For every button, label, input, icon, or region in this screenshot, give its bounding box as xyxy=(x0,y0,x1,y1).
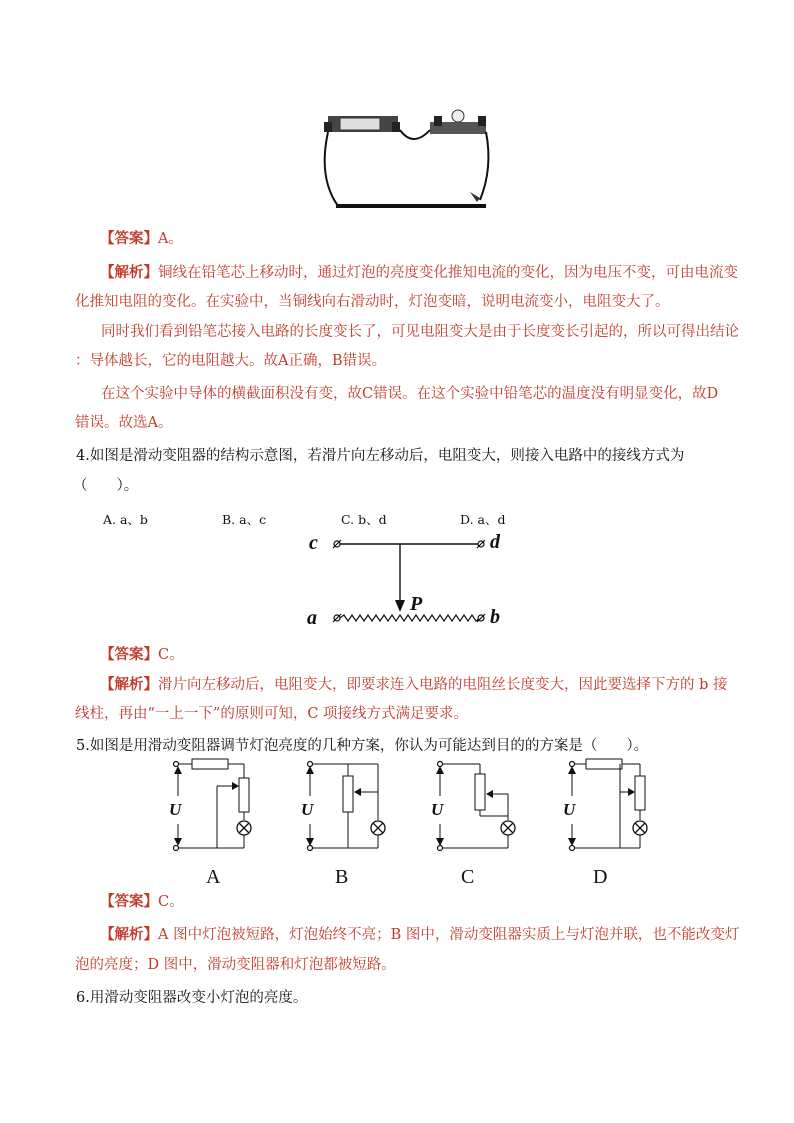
terminal-b-label: b xyxy=(490,606,500,628)
answer-tag: 【答案】 xyxy=(100,230,158,247)
q3-analysis-line2: 化推知电阻的变化。在实验中，当铜线向右滑动时，灯泡变暗，说明电流变小，电阻变大了。 xyxy=(75,294,670,310)
voltage-label-c: U xyxy=(431,800,444,819)
circuit-c xyxy=(436,762,515,851)
voltage-label-d: U xyxy=(563,800,576,819)
circuit-label-c: C xyxy=(461,866,475,888)
q5-analysis-line1: 【解析】A 图中灯泡被短路，灯泡始终不亮；B 图中，滑动变阻器实质上与灯泡并联，也不能改变灯 xyxy=(100,926,740,943)
terminal-d-label: d xyxy=(490,531,500,553)
q4-option-c: C. b、d xyxy=(341,512,387,527)
circuit-b xyxy=(306,762,385,851)
q4-option-b: B. a、c xyxy=(222,512,267,527)
q6-stem: 6.用滑动变阻器改变小灯泡的亮度。 xyxy=(76,990,308,1006)
q3-paragraph3-line2: 错误。故选A。 xyxy=(75,415,173,431)
experiment-photo xyxy=(318,108,498,216)
q4-stem-line2: （ ）。 xyxy=(73,478,139,494)
circuit-d xyxy=(568,759,647,851)
q3-paragraph3-line1: 在这个实验中导体的横截面积没有变，故C错误。在这个实验中铅笔芯的温度没有明显变化，故D xyxy=(101,386,719,402)
voltage-label-b: U xyxy=(301,800,314,819)
circuits-diagram xyxy=(160,756,680,856)
terminal-c-label: c xyxy=(309,532,318,554)
q4-option-a: A. a、b xyxy=(103,512,148,527)
circuit-label-d: D xyxy=(593,866,608,888)
q3-paragraph2-line1: 同时我们看到铅笔芯接入电路的长度变长了，可见电阻变大是由于长度变长引起的，所以可得出结论 xyxy=(101,324,739,340)
q5-analysis-line2: 泡的亮度；D 图中，滑动变阻器和灯泡都被短路。 xyxy=(75,957,396,973)
q5-answer: 【答案】C。 xyxy=(100,893,184,910)
terminal-a-label: a xyxy=(307,607,317,629)
terminal-icon xyxy=(333,540,485,622)
q3-paragraph2-line2: ：导体越长，它的电阻越大。故A正确，B错误。 xyxy=(75,353,387,369)
q5-stem: 5.如图是用滑动变阻器调节灯泡亮度的几种方案，你认为可能达到目的的方案是（ ）。 xyxy=(76,738,649,754)
circuit-label-b: B xyxy=(335,866,349,888)
q4-option-d: D. a、d xyxy=(460,512,506,527)
q4-answer: 【答案】C。 xyxy=(100,646,184,663)
q4-analysis-line1: 【解析】滑片向左移动后，电阻变大，即要求连入电路的电阻丝长度变大，因此要选择下方的 b 接 xyxy=(100,676,728,693)
voltage-label-a: U xyxy=(169,800,182,819)
slider-p-label: P xyxy=(410,593,423,615)
circuit-a xyxy=(174,759,252,851)
circuit-label-a: A xyxy=(206,866,221,888)
q4-analysis-line2: 线柱，再由“一上一下”的原则可知，C 项接线方式满足要求。 xyxy=(75,706,469,722)
analysis-tag: 【解析】 xyxy=(100,264,158,281)
q3-answer: 【答案】A。 xyxy=(100,230,183,247)
rheostat-diagram xyxy=(300,528,510,632)
q4-stem-line1: 4.如图是滑动变阻器的结构示意图，若滑片向左移动后，电阻变大，则接入电路中的接线方式为 xyxy=(76,448,685,464)
q3-analysis-line1: 【解析】铜线在铅笔芯上移动时，通过灯泡的亮度变化推知电流的变化，因为电压不变，可由电流变 xyxy=(100,264,738,281)
